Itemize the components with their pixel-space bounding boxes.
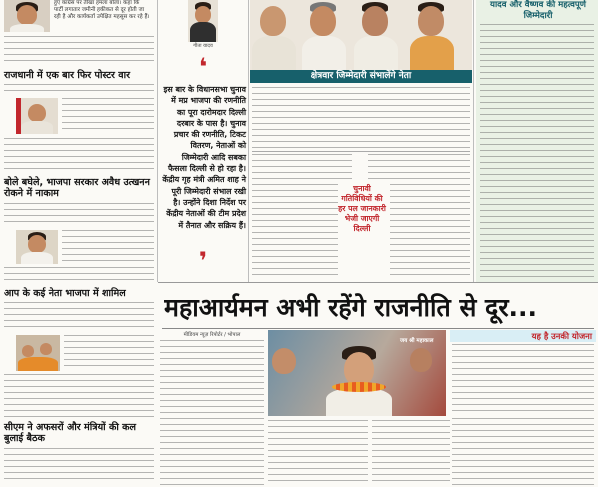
article-text-lines: [62, 230, 154, 264]
article-text-lines: [4, 448, 154, 484]
divider: [252, 151, 470, 152]
column-divider: [248, 0, 249, 282]
article-text-lines: [390, 184, 470, 280]
article-text-lines: [4, 203, 154, 227]
article-text-lines: [268, 420, 368, 486]
byline: मीडियम न्यूज़ रिपोर्टर / भोपाल: [183, 332, 241, 338]
section-divider: [158, 282, 598, 283]
article-text-lines: [452, 418, 594, 486]
decorative-quote-icon: ❜: [198, 247, 208, 275]
article-text-lines: [64, 335, 154, 371]
poster-photo: [16, 98, 58, 134]
article-text-lines: [4, 84, 154, 96]
article-text-lines: [252, 184, 338, 280]
column-divider: [157, 0, 158, 282]
aap-joining-photo: [16, 335, 60, 371]
mid-column: [160, 0, 246, 282]
divider: [162, 328, 594, 329]
headline-cm-meeting: सीएम ने अफसरों और मंत्रियों की कल बुलाई बैठक: [4, 422, 137, 445]
article-text-lines: [4, 267, 154, 285]
article-text-lines: [4, 36, 154, 66]
article-text-lines: [252, 154, 352, 182]
sidebar-title: यह है उनकी योजना: [531, 331, 592, 341]
section-banner: क्षेत्रवार जिम्मेदारी संभालेंगे नेता: [250, 70, 472, 83]
bottom-section: [158, 284, 598, 487]
article-text-lines: [480, 24, 594, 280]
politician-photo: [4, 0, 50, 32]
article-text-lines: [372, 420, 450, 486]
pull-quote: चुनावी गतिविधियों की हर पल जानकारी भेजी जाएगी दिल्ली: [338, 184, 386, 233]
article-text-lines: [62, 98, 154, 134]
article-text-lines: [368, 154, 470, 182]
aryaman-photo: [268, 330, 446, 416]
right-headline: यादव और वैष्णव की महत्वपूर्ण जिम्मेदारी: [489, 0, 587, 21]
main-headline: महाआर्यमन अभी रहेंगे राजनीति से दूर...: [164, 293, 538, 322]
article-text-lines: [4, 374, 154, 420]
baghel-photo: [16, 230, 58, 264]
headline-aap-leaders: आप के कई नेता भाजपा में शामिल: [4, 288, 126, 299]
headline-poster-war: राजधानी में एक बार फिर पोस्टर वार: [4, 70, 131, 81]
photo-sign-text: जय श्री महाकाल: [400, 338, 434, 344]
article-text: हुए कांग्रेस पर तीखा हमला बोला। कहा कि पार्टी लगातार जमीनी हकीकत से दूर होती जा रही है और कार्यकर्ता उपेक्षित महसूस कर रहे हैं।: [54, 0, 150, 21]
column-divider: [473, 0, 474, 282]
photo-caption: गीता यादव: [193, 43, 213, 49]
mid-headline: इस बार के विधानसभा चुनाव में मप्र भाजपा की रणनीति का पूरा दारोमदार दिल्ली दरबार के पास है। चुनाव प्रचार की रणनीति, टिकट वितरण, नेताओं को जिम्मेदारी आदि सबका फैसला दिल्ली से हो रहा है। केंद्रीय गृह मंत्री अमित शाह ने पूरी जिम्मेदारी संभाल रखी है। उन्होंने दिशा निर्देश पर केंद्रीय नेताओं की टीम प्रदेश में तैनात और सक्रिय हैं।: [162, 85, 246, 230]
decorative-quote-icon: ❛: [198, 53, 208, 81]
leaders-photo: [250, 0, 472, 70]
article-text-lines: [160, 340, 264, 486]
sidebar-header: [450, 330, 596, 342]
headline-baghel: बोले बघेले, भाजपा सरकार अवैध उत्खनन रोकने में नाकाम: [4, 177, 150, 200]
right-panel: [476, 0, 598, 282]
article-text-lines: [4, 138, 154, 174]
center-column: [250, 0, 472, 282]
article-text-lines: [252, 87, 470, 149]
article-text-lines: [452, 344, 594, 414]
reporter-photo: [188, 0, 218, 42]
article-text-lines: [4, 302, 154, 332]
